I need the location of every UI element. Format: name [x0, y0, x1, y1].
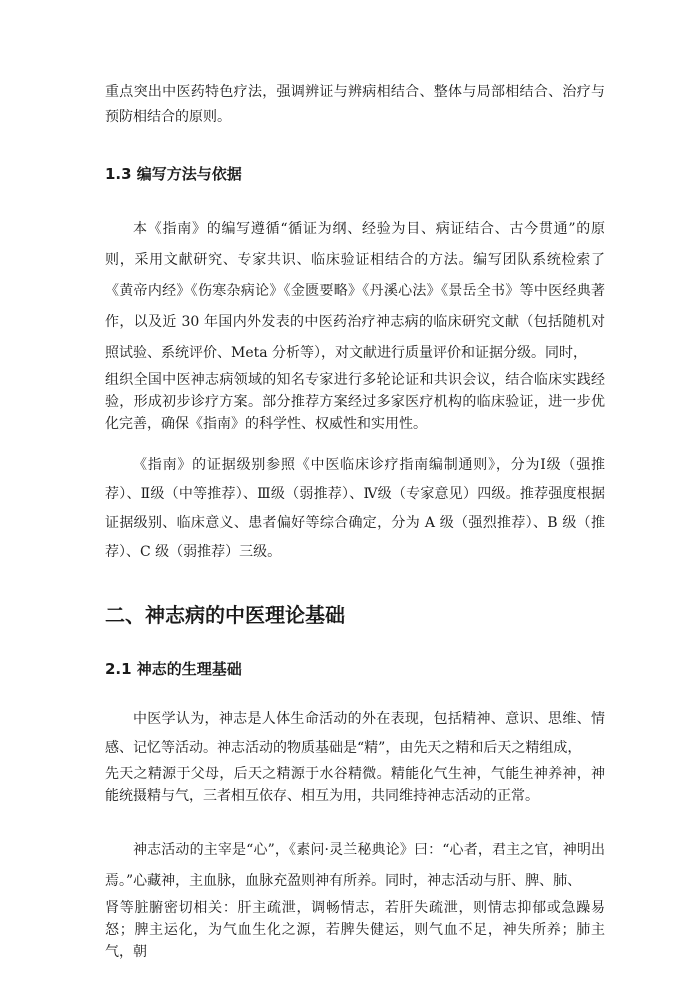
chapter-heading-2: 二、神志病的中医理论基础: [105, 603, 345, 627]
paragraph-method-part1: 本《指南》的编写遵循“循证为纲、经验为目、病证结合、古今贯通”的原则，采用文献研究、专家共识、临床验证相结合的方法。编写团队系统检索了《黄帝内经》《伤寒杂病论》《金匮要略》《丹溪心法》《景岳全书》等中医经典著作，以及近 30 年国内外发表的中医药治疗神志病的临床研究文献（包括随机对照试验、系统评价、Meta 分析等），对文献进行质量评价和证据分级。同时，: [105, 221, 605, 361]
paragraph-intro-principle: 重点突出中医药特色疗法，强调辨证与辨病相结合、整体与局部相结合、治疗与预防相结合的原则。: [105, 84, 605, 125]
section-heading-1-3: 1.3 编写方法与依据: [105, 165, 242, 183]
paragraph-method-part2: 组织全国中医神志病领域的知名专家进行多轮论证和共识会议，结合临床实践经验，形成初步诊疗方案。部分推荐方案经过多家医疗机构的临床验证，进一步优化完善，确保《指南》的科学性、权威性和实用性。: [105, 372, 605, 432]
document-page: [105, 80, 605, 963]
paragraph-physiology-part2: 先天之精源于父母，后天之精源于水谷精微。精能化气生神，气能生神养神，神能统摄精与气，三者相互依存、相互为用，共同维持神志活动的正常。: [105, 766, 605, 804]
paragraph-evidence-levels: 《指南》的证据级别参照《中医临床诊疗指南编制通则》，分为Ⅰ级（强推荐）、Ⅱ级（中等推荐）、Ⅲ级（弱推荐）、Ⅳ级（专家意见）四级。推荐强度根据证据级别、临床意义、患者偏好等综合确定，分为 A 级（强烈推荐）、B 级（推荐）、C 级（弱推荐）三级。: [105, 457, 605, 560]
section-heading-2-1: 2.1 神志的生理基础: [105, 660, 242, 678]
paragraph-heart-part2: 肾等脏腑密切相关：肝主疏泄，调畅情志，若肝失疏泄，则情志抑郁或急躁易怒；脾主运化，为气血生化之源，若脾失健运，则气血不足，神失所养；肺主气，朝: [105, 900, 605, 960]
paragraph-heart-part1: 神志活动的主宰是“心”，《素问·灵兰秘典论》曰：“心者，君主之官，神明出焉。”心藏神，主血脉，血脉充盈则神有所养。同时，神志活动与肝、脾、肺、: [105, 842, 605, 889]
paragraph-physiology-part1: 中医学认为，神志是人体生命活动的外在表现，包括精神、意识、思维、情感、记忆等活动。神志活动的物质基础是“精”，由先天之精和后天之精组成，: [105, 711, 605, 756]
